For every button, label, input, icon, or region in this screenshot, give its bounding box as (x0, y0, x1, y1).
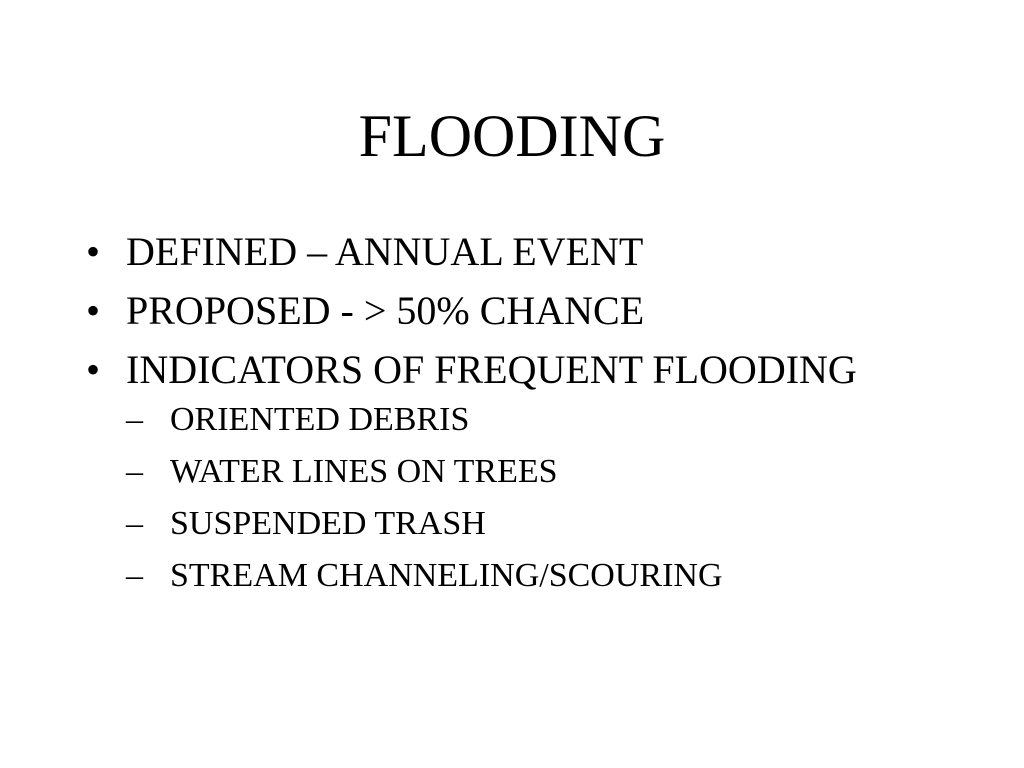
sub-bullet-text: WATER LINES ON TREES (170, 453, 558, 490)
bullet-item-indicators (80, 346, 960, 596)
sub-bullet-marker: – (126, 453, 143, 490)
sub-bullet-text: SUSPENDED TRASH (170, 505, 486, 542)
sub-bullet-item (126, 452, 960, 492)
sub-bullet-list (126, 400, 960, 596)
sub-bullet-marker: – (126, 557, 143, 594)
sub-bullet-item (126, 400, 960, 440)
sub-bullet-marker: – (126, 401, 143, 438)
bullet-text: DEFINED – ANNUAL EVENT (126, 229, 644, 274)
sub-bullet-text: ORIENTED DEBRIS (170, 401, 470, 438)
bullet-marker: • (86, 347, 101, 392)
sub-bullet-item (126, 504, 960, 544)
bullet-marker: • (86, 288, 101, 333)
bullet-text: INDICATORS OF FREQUENT FLOODING (126, 347, 857, 392)
slide-title: FLOODING (358, 103, 666, 169)
bullet-text: PROPOSED - > 50% CHANCE (126, 288, 645, 333)
bullet-marker: • (86, 229, 101, 274)
bullet-item-defined (80, 228, 960, 276)
bullet-list (80, 228, 960, 608)
sub-bullet-text: STREAM CHANNELING/SCOURING (170, 557, 723, 594)
bullet-item-proposed (80, 287, 960, 335)
sub-bullet-marker: – (126, 505, 143, 542)
sub-bullet-item (126, 556, 960, 596)
